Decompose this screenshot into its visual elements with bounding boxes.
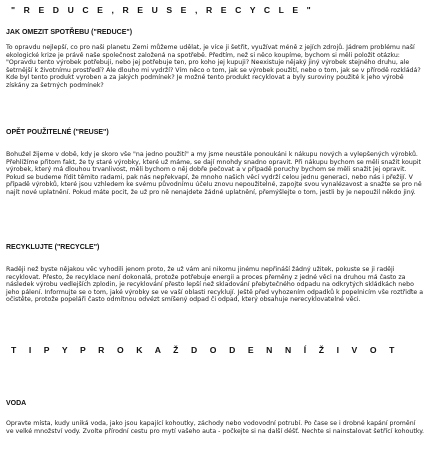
reuse-paragraph: Bohužel žijeme v době, kdy je skoro vše "na jedno použití" a my jsme neustále ponoukáni k nákupu nových a vylepšených výrobků. Přehlížíme přitom fakt, že ty staré výrobky, které už máme, se dají mnohdy snadno opravit. Při nákupu bychom se měli snažit koupit výrobek, který má dlouhou trvanlivost, měli bychom o něj dobře pečovat a v případě poruchy bychom se měli snažit jej opravit. Pokud se budeme řídit těmito radami, pak nás nepřekvapí, že mnoho našich věcí vydrží celou jednu generaci, nebo nás i přežijí. V případě výrobků, které jsou vzhledem ke svému původnímu účelu znovu nepoužitelné, zapojte svou vynalézavost a snažte se pro ně najít nové uplatnění. Pokud máte pocit, že už pro ně nenajdete žádné uplatnění, přemýšlejte o tom, jestli by je nepoužil někdo jiný. <box>6 151 422 196</box>
tips-title: T I P Y P R O K A Ž D O D E N N Í Ž I V O T <box>11 345 400 355</box>
voda-heading: VODA <box>6 400 27 407</box>
recycle-heading: RECYKLUJTE ("RECYCLE") <box>6 244 100 251</box>
reuse-heading: OPĚT POUŽITELNÉ ("REUSE") <box>6 129 109 136</box>
reduce-paragraph: To opravdu nejlepší, co pro naši planetu Zemi můžeme udělat, je více ji šetřit, využívat méně z jejích zdrojů. Jádrem problému naší ekologické krize je právě naše společnost založená na spotřebě. Předtím, než si něco koupíme, bychom si měli položit otázku: "Opravdu tento výrobek potřebuji, nebo jej potřebuje ten, pro koho jej kupuji? Neexistuje nějaký jiný výrobek stejného druhu, ale šetrnější k životnímu prostředí? Ale dlouho mi vydrží? Vím něco o tom, jak se výrobek použití, nebo o tom, jak se v přírodě rozkládá? Kde byl tento produkt vyroben a za jakých podmínek? Je možné tento produkt recyklovat a byly suroviny použité k jeho výrobě získány za šetrných podmínek? <box>6 44 421 89</box>
reduce-heading: JAK OMEZIT SPOTŘEBU ("REDUCE") <box>6 29 133 36</box>
voda-paragraph: Opravte místa, kudy uniká voda, jako jsou kapající kohoutky, záchody nebo vodovodní potrubí. Po čase se i drobné kapání promění ve velké množství vody. Zvolte přírodní cestu pro mytí vašeho auta - počkejte si na další déšť. Nechte si nainstalovat šetřící kohoutky. <box>6 420 425 435</box>
recycle-paragraph: Raději než byste nějakou věc vyhodili jenom proto, že už vám ani nikomu jinému nepřináší žádný užitek, pokuste se ji raději recyklovat. Přesto, že recyklace není dokonalá, protože potřebuje energii a proces přeměny z jedné věci na druhou má často za následek výrobu vedlejších zplodin, je recyklování přesto lepší než skladování přebytečného odpadu na odkrytých skládkách nebo jeho pálení. Informujte se o tom, jaké výrobky se ve vaší oblasti recyklují. Ještě před vyhozením odpadků k popelnicím vše roztřiďte a očistěte, protože popeláři často odmítnou odvézt smíšený odpad či odpad, který obsahuje nerecyklovatelné věci. <box>6 266 424 304</box>
page-title: " R E D U C E , R E U S E , R E C Y C L E " <box>11 5 314 15</box>
